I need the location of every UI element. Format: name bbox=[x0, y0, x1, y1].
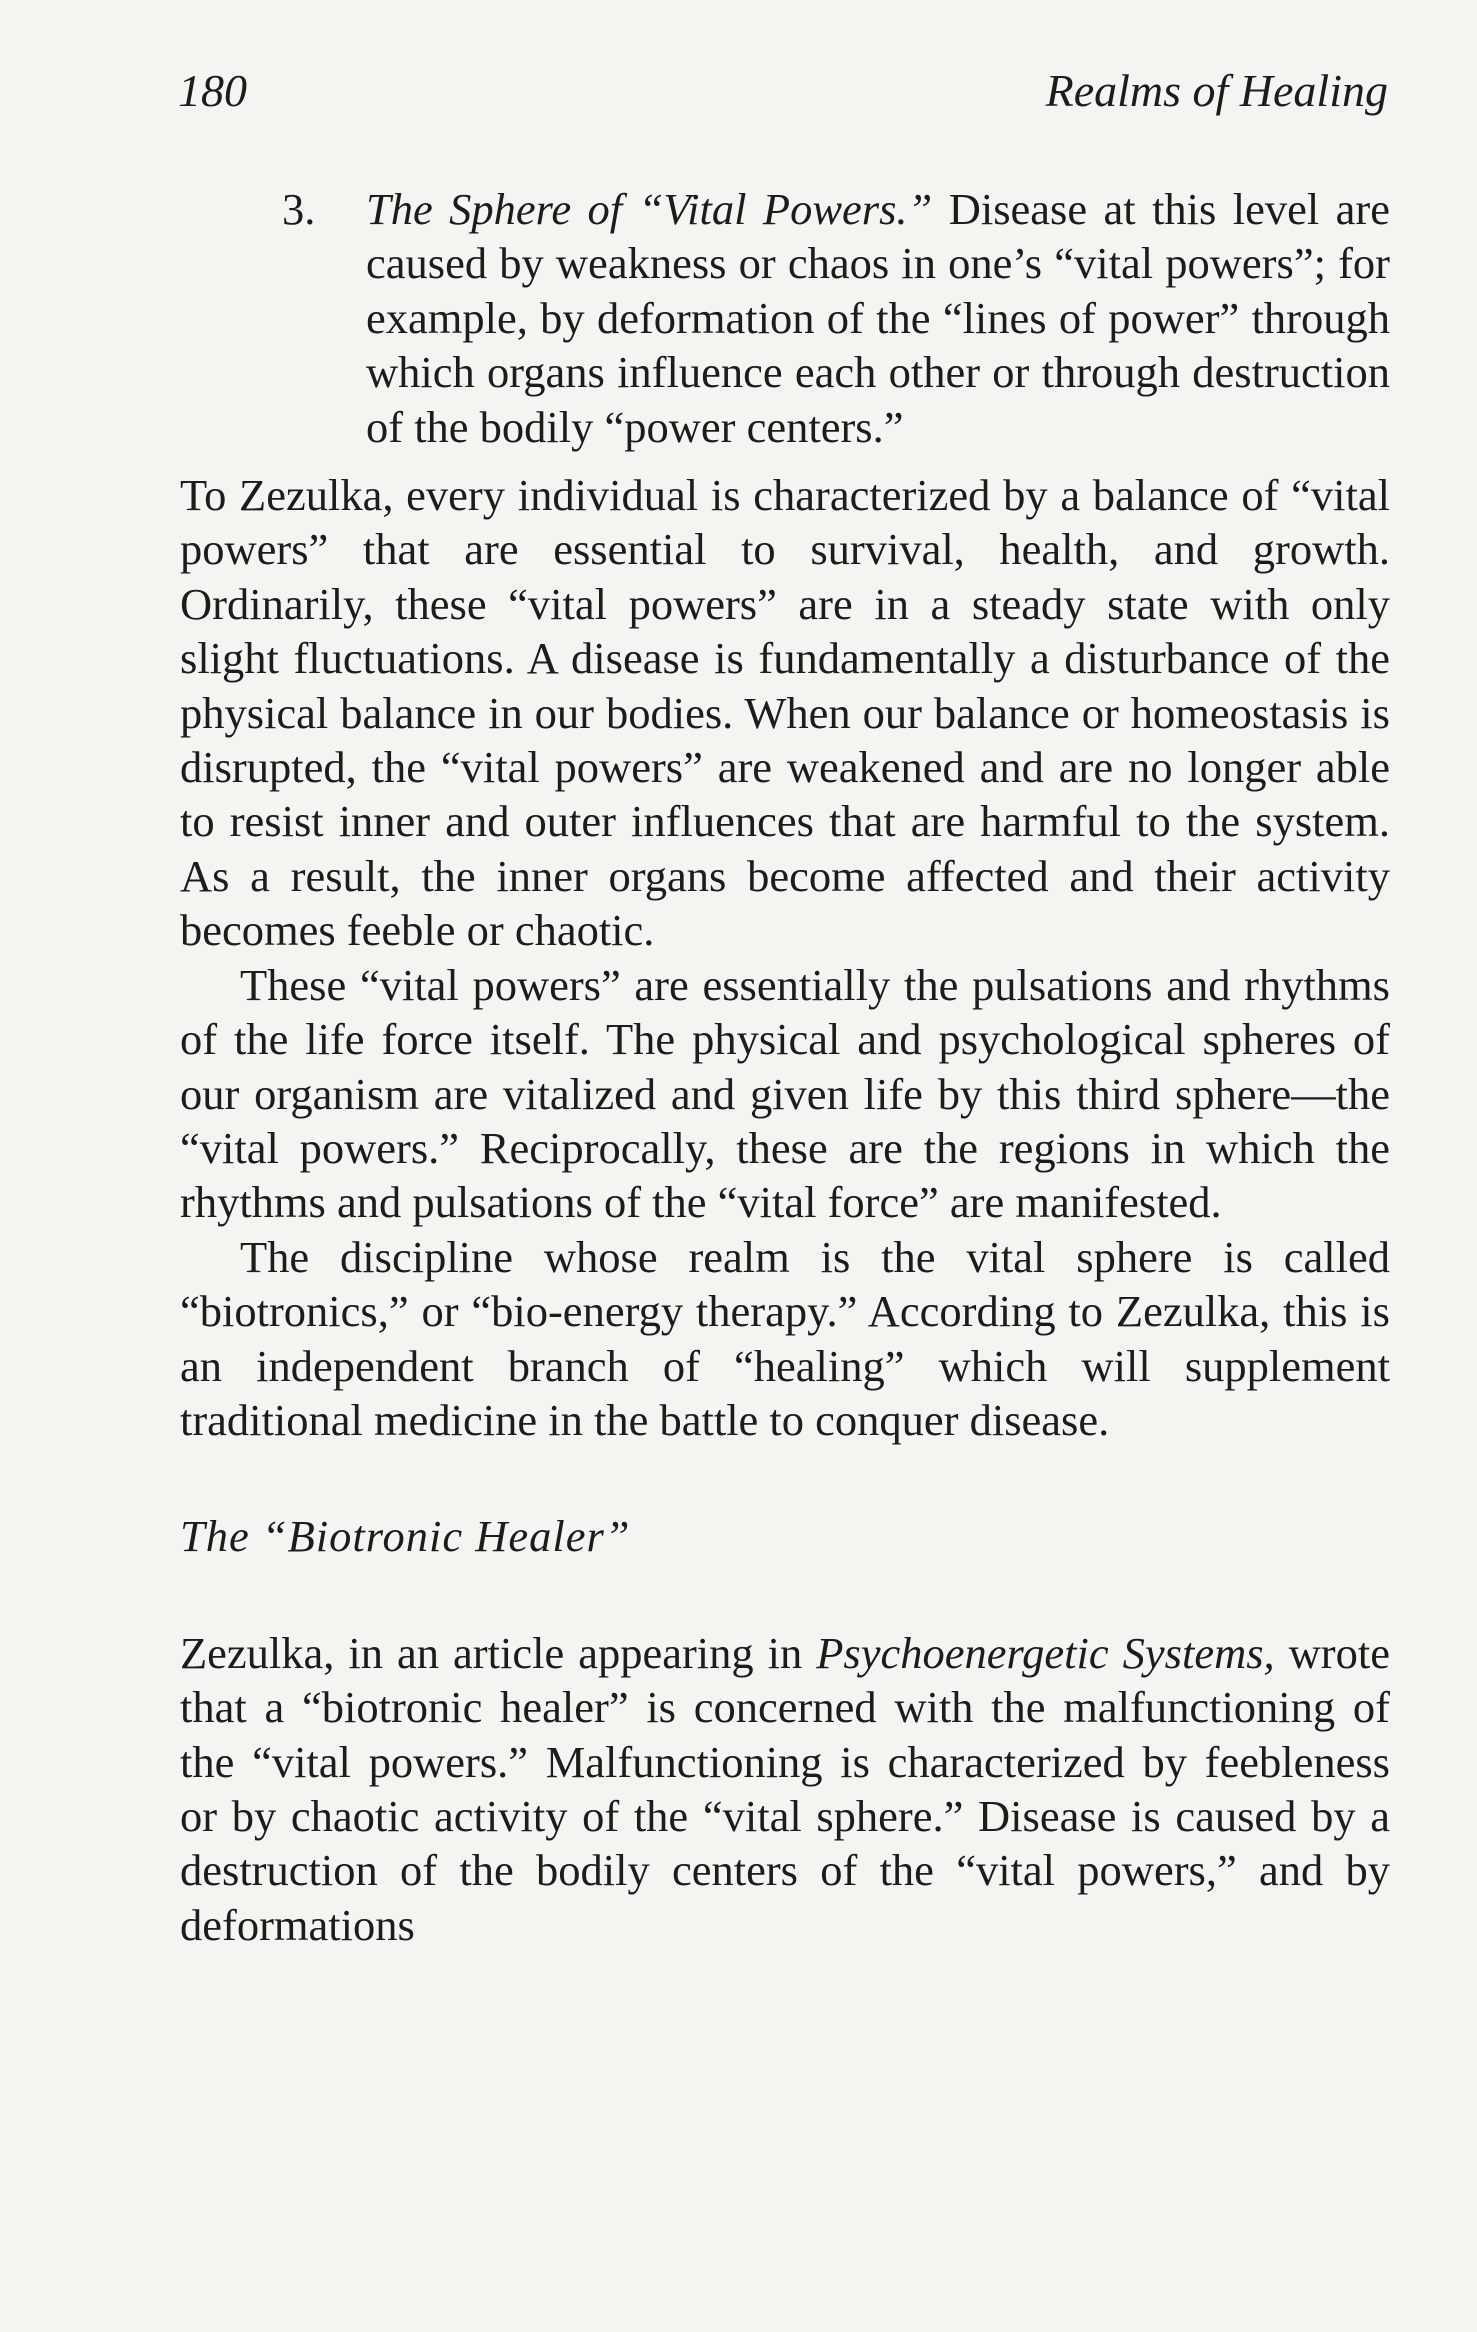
list-number: 3. bbox=[282, 184, 316, 234]
paragraph-rest: wrote that a “biotronic healer” is concerned with the malfunctioning of the “vital powers.” Malfunctioning is characterized by feebleness or by chaotic activity of the “vital sphere.” Disease is caused by a destruction of the bodily centers of the “vital powers,” and by deformations bbox=[180, 1627, 1390, 1950]
paragraph-discipline: The discipline whose realm is the vital sphere is called “biotronics,” or “bio-energy therapy.” According to Zezulka, this is an independent branch of “healing” which will supplement traditional medicine in the battle to conquer disease. bbox=[180, 1231, 1390, 1445]
paragraph-balance: To Zezulka, every individual is characterized by a balance of “vital powers” that are essential to survival, health, and growth. Ordinarily, these “vital powers” are in a steady state with only slight fluctuations. A disease is fundamentally a disturbance of the physical balance in our bodies. When our balance or homeostasis is disrupted, the “vital powers” are weakened and are no longer able to resist inner and outer influences that are harmful to the system. As a result, the inner organs become affected and their activity becomes feeble or chaotic. bbox=[180, 470, 1390, 956]
journal-title: Psychoenergetic Systems, bbox=[816, 1627, 1275, 1678]
paragraph-lead: Zezulka, in an article appearing in bbox=[180, 1627, 817, 1678]
page-header bbox=[178, 64, 1388, 124]
page-number: 180 bbox=[178, 65, 247, 116]
section-heading: The “Biotronic Healer” bbox=[180, 1511, 631, 1562]
paragraph-biotronic-healer bbox=[180, 1626, 1390, 1952]
list-item-text: Disease at this level are caused by weakness or chaos in one’s “vital powers”; for example, by deformation of the “lines of power” through which organs influence each other or through destruction of the bodily “power centers.” bbox=[366, 184, 1391, 452]
running-title: Realms of Healing bbox=[1045, 65, 1388, 116]
list-item-title: The Sphere of “Vital Powers.” bbox=[366, 184, 933, 234]
body-text bbox=[180, 182, 1390, 1952]
paragraph-pulsations: These “vital powers” are essentially the pulsations and rhythms of the life force itself. The physical and psychological spheres of our organism are vitalized and given life by this third sphere—the “vital powers.” Reciprocally, these are the regions in which the rhythms and pulsations of the “vital force” are manifested. bbox=[180, 959, 1390, 1228]
list-item-vital-powers bbox=[180, 182, 1390, 454]
